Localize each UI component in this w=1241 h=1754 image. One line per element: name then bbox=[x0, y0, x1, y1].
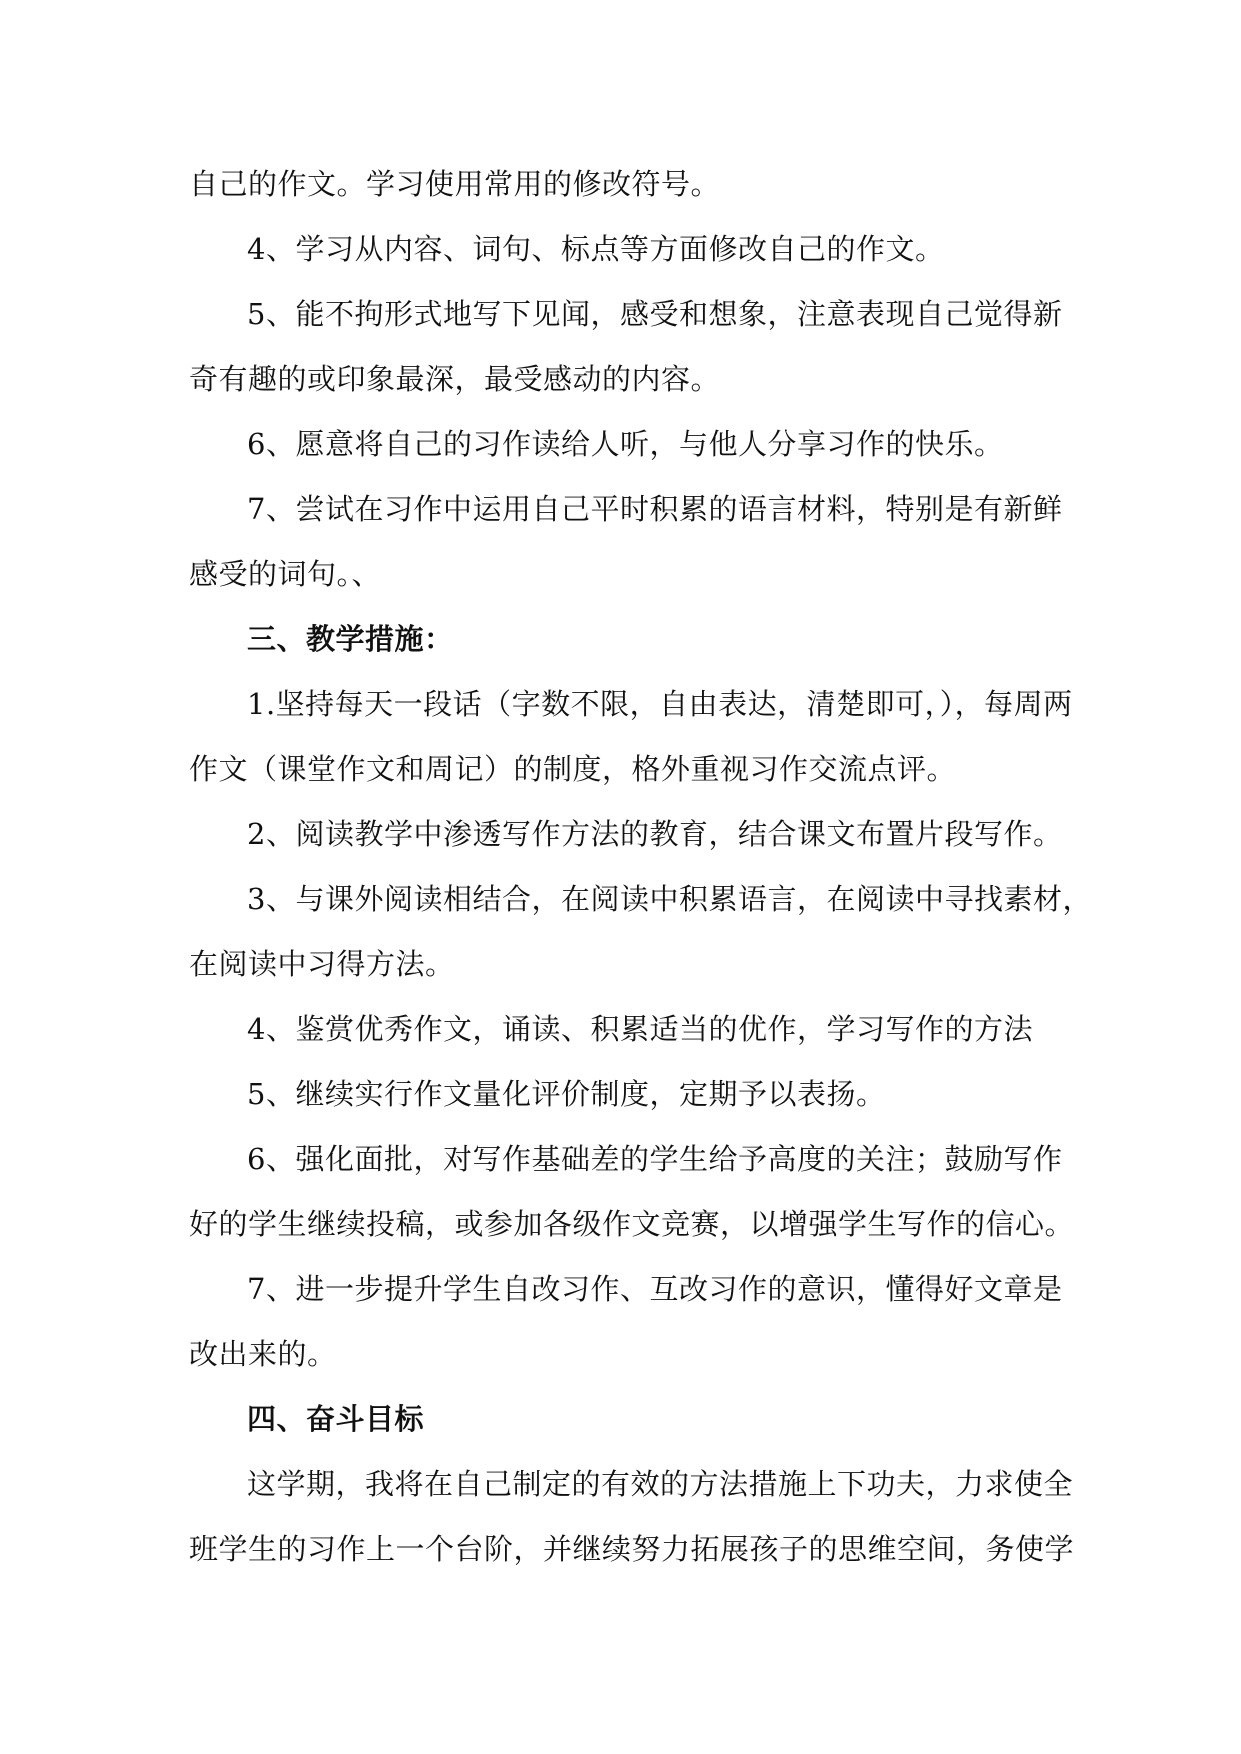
text-line: 3、与课外阅读相结合，在阅读中积累语言，在阅读中寻找素材， bbox=[247, 882, 1092, 916]
text-line: 5、能不拘形式地写下见闻，感受和想象，注意表现自己觉得新 bbox=[247, 297, 1063, 331]
text-line: 6、强化面批，对写作基础差的学生给予高度的关注；鼓励写作 bbox=[247, 1142, 1063, 1176]
text-line: 感受的词句。、 bbox=[189, 557, 382, 591]
text-line: 4、鉴赏优秀作文，诵读、积累适当的优作，学习写作的方法 bbox=[247, 1012, 1033, 1046]
text-line: 作文（课堂作文和周记）的制度，格外重视习作交流点评。 bbox=[189, 752, 957, 786]
text-line: 好的学生继续投稿，或参加各级作文竞赛，以增强学生写作的信心。 bbox=[189, 1207, 1075, 1241]
section-heading: 四、奋斗目标 bbox=[247, 1402, 425, 1436]
text-line: 1.坚持每天一段话（字数不限，自由表达，清楚即可，），每周两 bbox=[247, 687, 1073, 721]
text-line: 在阅读中习得方法。 bbox=[189, 947, 455, 981]
text-line: 自己的作文。学习使用常用的修改符号。 bbox=[189, 167, 721, 201]
text-line: 班学生的习作上一个台阶，并继续努力拓展孩子的思维空间，务使学 bbox=[189, 1532, 1075, 1566]
text-line: 7、进一步提升学生自改习作、互改习作的意识，懂得好文章是 bbox=[247, 1272, 1063, 1306]
document-body bbox=[189, 152, 1092, 1582]
text-line: 这学期，我将在自己制定的有效的方法措施上下功夫，力求使全 bbox=[247, 1467, 1074, 1501]
text-line: 4、学习从内容、词句、标点等方面修改自己的作文。 bbox=[247, 232, 945, 266]
text-line: 改出来的。 bbox=[189, 1337, 337, 1371]
text-line: 奇有趣的或印象最深，最受感动的内容。 bbox=[189, 362, 721, 396]
text-line: 5、继续实行作文量化评价制度，定期予以表扬。 bbox=[247, 1077, 886, 1111]
text-line: 2、阅读教学中渗透写作方法的教育，结合课文布置片段写作。 bbox=[247, 817, 1063, 851]
text-line: 7、尝试在习作中运用自己平时积累的语言材料，特别是有新鲜 bbox=[247, 492, 1063, 526]
section-heading: 三、教学措施： bbox=[247, 622, 454, 656]
text-line: 6、愿意将自己的习作读给人听，与他人分享习作的快乐。 bbox=[247, 427, 1004, 461]
